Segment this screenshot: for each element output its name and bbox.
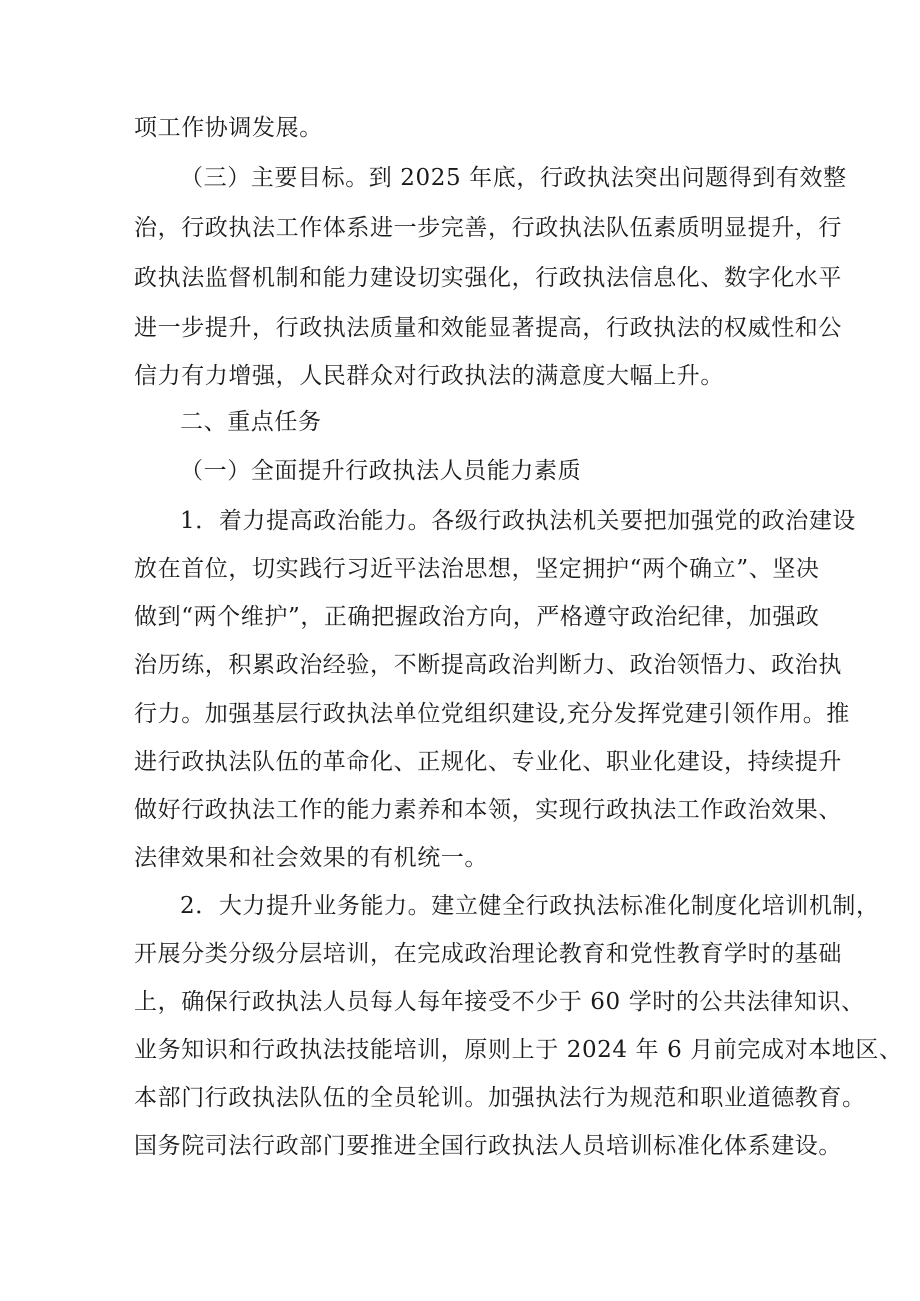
- paragraph-line: 项工作协调发展。: [134, 115, 323, 141]
- paragraph-line: 业务知识和行政执法技能培训，原则上于 2024 年 6 月前完成对本地区、: [134, 1037, 903, 1063]
- paragraph-line: 行力。加强基层行政执法单位党组织建设,充分发挥党建引领作用。推: [134, 701, 850, 727]
- paragraph-line: 国务院司法行政部门要推进全国行政执法人员培训标准化体系建设。: [134, 1133, 842, 1159]
- paragraph-line: 做好行政执法工作的能力素养和本领，实现行政执法工作政治效果、: [134, 797, 842, 823]
- paragraph-line: 放在首位，切实践行习近平法治思想，坚定拥护“两个确立”、坚决: [134, 556, 820, 582]
- paragraph-line: 法律效果和社会效果的有机统一。: [134, 845, 488, 871]
- paragraph-line: 治历练，积累政治经验，不断提高政治判断力、政治领悟力、政治执: [134, 652, 842, 678]
- paragraph-line: 信力有力增强，人民群众对行政执法的满意度大幅上升。: [134, 363, 724, 389]
- paragraph-line: 1．着力提高政治能力。各级行政执法机关要把加强党的政治建设: [180, 508, 857, 534]
- paragraph-line: 做到“两个维护”，正确把握政治方向，严格遵守政治纪律，加强政: [134, 604, 820, 630]
- section-heading: 二、重点任务: [180, 409, 322, 435]
- paragraph-line: 治，行政执法工作体系进一步完善，行政执法队伍素质明显提升，行: [134, 215, 842, 241]
- paragraph-line: 上，确保行政执法人员每人每年接受不少于 60 学时的公共法律知识、: [134, 989, 865, 1015]
- paragraph-line: （三）主要目标。到 2025 年底，行政执法突出问题得到有效整: [180, 165, 847, 191]
- paragraph-line: 开展分类分级分层培训，在完成政治理论教育和党性教育学时的基础: [134, 941, 842, 967]
- paragraph-line: 进行政执法队伍的革命化、正规化、专业化、职业化建设，持续提升: [134, 749, 842, 775]
- paragraph-line: 2．大力提升业务能力。建立健全行政执法标准化制度化培训机制，: [180, 893, 880, 919]
- paragraph-line: 政执法监督机制和能力建设切实强化，行政执法信息化、数字化水平: [134, 265, 842, 291]
- paragraph-line: 本部门行政执法队伍的全员轮训。加强执法行为规范和职业道德教育。: [134, 1085, 866, 1111]
- paragraph-line: 进一步提升，行政执法质量和效能显著提高，行政执法的权威性和公: [134, 315, 842, 341]
- subsection-heading: （一）全面提升行政执法人员能力素质: [180, 458, 582, 484]
